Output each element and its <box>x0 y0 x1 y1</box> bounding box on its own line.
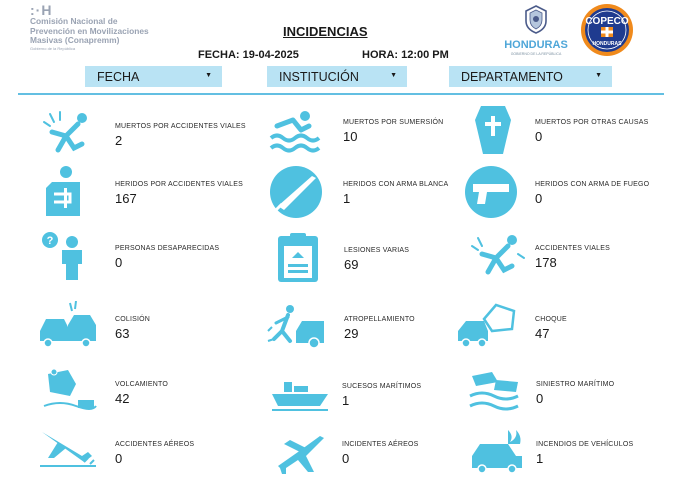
stat-label: LESIONES VARIAS <box>344 247 410 254</box>
stat-heridos-arma-blanca <box>268 166 468 228</box>
stat-value: 0 <box>535 129 543 144</box>
stat-personas-desaparecidas <box>38 230 258 292</box>
missing-person-icon <box>38 230 98 282</box>
svg-text:?: ? <box>46 235 54 247</box>
stat-label: MUERTOS POR OTRAS CAUSAS <box>535 119 649 126</box>
conapremm-sub: Gobierno de la República <box>30 45 76 51</box>
incidents-grid <box>0 96 673 482</box>
conapremm-logo <box>30 3 200 52</box>
stat-value: 178 <box>535 255 557 270</box>
car-fire-icon <box>468 426 528 478</box>
stat-heridos-accidentes-viales <box>38 166 258 228</box>
filter-institucion-label: INSTITUCIÓN <box>279 69 359 84</box>
stat-label: ACCIDENTES AÉREOS <box>115 441 195 448</box>
falling-person-icon <box>468 230 528 282</box>
shipwreck-icon <box>466 366 526 418</box>
stat-value: 63 <box>115 326 130 341</box>
header-divider <box>18 93 664 95</box>
chevron-down-icon: ▼ <box>595 72 602 79</box>
conapremm-mark: :·H <box>30 2 53 18</box>
stat-value: 0 <box>535 191 543 206</box>
stat-sucesos-maritimos <box>270 368 470 430</box>
stat-label: ATROPELLAMIENTO <box>344 316 415 323</box>
knife-icon <box>268 166 328 218</box>
stat-muertos-accidentes-viales <box>38 108 246 170</box>
stat-value: 0 <box>115 451 123 466</box>
airplane-icon <box>270 426 330 478</box>
falling-person-icon <box>38 108 98 160</box>
car-collision-icon <box>38 301 98 353</box>
filter-departamento-label: DEPARTAMENTO <box>461 69 563 84</box>
stat-value: 167 <box>115 191 137 206</box>
stat-label: HERIDOS POR ACCIDENTES VIALES <box>115 181 243 188</box>
stat-value: 0 <box>342 451 350 466</box>
crash-icon <box>456 301 516 353</box>
filter-bar <box>0 66 673 88</box>
stat-value: 0 <box>536 391 544 406</box>
honduras-sub: GOBIERNO DE LA REPÚBLICA <box>510 52 562 56</box>
clipboard-icon <box>270 232 330 284</box>
honduras-logo <box>500 4 572 56</box>
stat-value: 69 <box>344 257 359 272</box>
pedestrian-hit-icon <box>266 301 326 353</box>
stat-volcamiento <box>40 366 260 428</box>
stat-lesiones-varias <box>270 232 470 294</box>
honduras-seal-icon <box>523 4 549 34</box>
plane-crash-icon <box>38 426 98 478</box>
copeco-label: COPECO <box>585 16 629 27</box>
stat-accidentes-viales <box>468 230 668 292</box>
conapremm-name-line-3: Masivas (Conapremm) <box>30 35 120 45</box>
chevron-down-icon: ▼ <box>390 72 397 79</box>
stat-label: SINIESTRO MARÍTIMO <box>536 381 615 388</box>
stat-label: HERIDOS CON ARMA BLANCA <box>343 181 449 188</box>
swimmer-icon <box>265 104 325 156</box>
stat-value: 47 <box>535 326 550 341</box>
stat-incendios-vehiculos <box>468 426 668 482</box>
stat-value: 0 <box>115 255 123 270</box>
page-title: INCIDENCIAS <box>283 24 368 39</box>
stat-choque <box>456 301 666 363</box>
coffin-icon <box>465 104 525 156</box>
stat-siniestro-maritimo <box>466 366 666 428</box>
stat-label: SUCESOS MARÍTIMOS <box>342 383 422 390</box>
chevron-down-icon: ▼ <box>205 72 212 79</box>
conapremm-name-line-2: Prevención en Movilizaciones <box>30 25 149 36</box>
stat-muertos-sumersion <box>265 104 465 166</box>
filter-fecha-label: FECHA <box>97 69 140 84</box>
stat-label: INCENDIOS DE VEHÍCULOS <box>536 441 634 448</box>
stat-incidentes-aereos <box>270 426 470 482</box>
stat-atropellamiento <box>266 301 466 363</box>
stat-accidentes-aereos <box>38 426 258 482</box>
stat-colision <box>38 301 258 363</box>
filter-institucion-dropdown[interactable] <box>267 66 407 87</box>
conapremm-name-line-1: Comisión Nacional de <box>30 16 118 26</box>
stat-heridos-arma-fuego <box>463 166 663 228</box>
stat-label: ACCIDENTES VIALES <box>535 245 610 252</box>
stat-label: INCIDENTES AÉREOS <box>342 441 419 448</box>
stat-label: VOLCAMIENTO <box>115 381 169 388</box>
stat-value: 42 <box>115 391 130 406</box>
stat-label: HERIDOS CON ARMA DE FUEGO <box>535 181 650 188</box>
stat-label: MUERTOS POR ACCIDENTES VIALES <box>115 123 246 130</box>
page-header <box>0 0 673 62</box>
stat-value: 2 <box>115 133 123 148</box>
filter-departamento-dropdown[interactable] <box>449 66 612 87</box>
stat-label: CHOQUE <box>535 316 567 323</box>
stat-label: COLISIÓN <box>115 316 151 323</box>
stat-value: 10 <box>343 129 358 144</box>
ship-icon <box>270 368 330 420</box>
stat-label: MUERTOS POR SUMERSIÓN <box>343 119 444 126</box>
stat-value: 1 <box>343 191 351 206</box>
honduras-name: HONDURAS <box>504 39 568 51</box>
report-date: FECHA: 19-04-2025 <box>198 49 299 61</box>
injured-person-icon <box>38 166 98 218</box>
stat-value: 1 <box>342 393 350 408</box>
stat-value: 29 <box>344 326 359 341</box>
stat-value: 1 <box>536 451 544 466</box>
stat-label: PERSONAS DESAPARECIDAS <box>115 245 220 252</box>
rollover-icon <box>40 366 100 418</box>
copeco-sub: HONDURAS <box>592 41 622 47</box>
report-time: HORA: 12:00 PM <box>362 49 449 61</box>
filter-fecha-dropdown[interactable] <box>85 66 222 87</box>
pistol-icon <box>463 166 523 218</box>
copeco-logo <box>575 2 639 58</box>
stat-muertos-otras-causas <box>465 104 665 166</box>
